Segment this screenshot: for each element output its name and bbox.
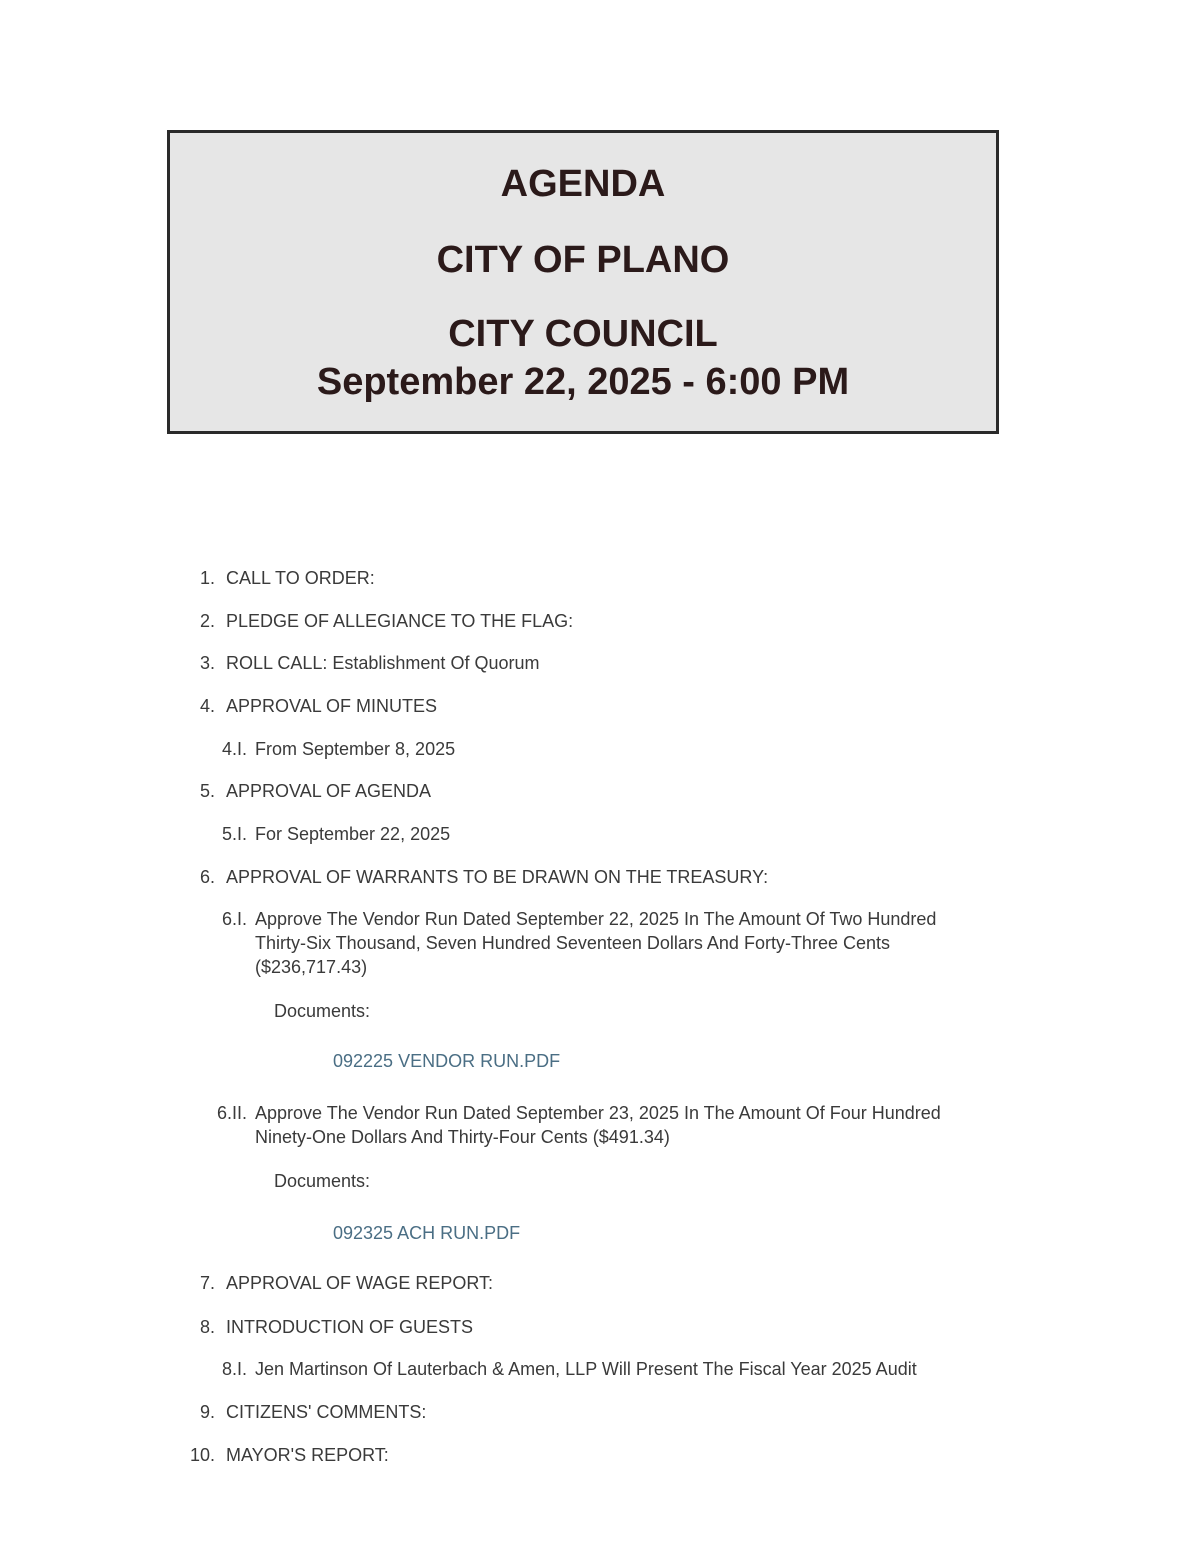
item-text: Approve The Vendor Run Dated September 22, 2025 In The Amount Of Two Hundred Thirty-Six Thousand, Seven Hundred Seventeen Dollars And Forty-Three Cents ($236,717.43) (255, 909, 937, 977)
item-number: 5.I. (221, 824, 247, 844)
item-text: APPROVAL OF MINUTES (226, 696, 438, 716)
item-text: CALL TO ORDER: (226, 568, 375, 588)
agenda-header-box (167, 130, 999, 434)
item-text: Approve The Vendor Run Dated September 23, 2025 In The Amount Of Four Hundred Ninety-One Dollars And Thirty-Four Cents ($491.34) (255, 1103, 941, 1147)
item-text: Jen Martinson Of Lauterbach & Amen, LLP Will Present The Fiscal Year 2025 Audit (255, 1359, 917, 1379)
item-text: APPROVAL OF WAGE REPORT: (226, 1273, 494, 1293)
item-number: 10. (189, 1445, 215, 1465)
item-number: 9. (199, 1402, 215, 1422)
item-number: 2. (199, 611, 215, 631)
council-name: CITY COUNCIL (448, 313, 718, 355)
documents-label: Documents: (274, 1001, 371, 1021)
item-number: 8. (199, 1317, 215, 1337)
meeting-date: September 22, 2025 - 6:00 PM (316, 361, 850, 403)
item-text: APPROVAL OF WARRANTS TO BE DRAWN ON THE TREASURY: (226, 867, 769, 887)
documents-label: Documents: (274, 1171, 371, 1191)
item-text: For September 22, 2025 (255, 824, 451, 844)
item-text: MAYOR'S REPORT: (226, 1445, 389, 1465)
item-number: 6. (199, 867, 215, 887)
document-link-vendor-run[interactable]: 092225 VENDOR RUN.PDF (333, 1051, 561, 1071)
item-text: CITIZENS' COMMENTS: (226, 1402, 427, 1422)
item-number: 7. (199, 1273, 215, 1293)
item-number: 4.I. (221, 739, 247, 759)
item-number: 1. (199, 568, 215, 588)
item-number: 8.I. (221, 1359, 247, 1379)
item-number: 6.I. (221, 909, 247, 929)
item-number: 3. (199, 653, 215, 673)
document-link-ach-run[interactable]: 092325 ACH RUN.PDF (333, 1223, 521, 1243)
item-text: INTRODUCTION OF GUESTS (226, 1317, 473, 1337)
item-number: 5. (199, 781, 215, 801)
item-text: PLEDGE OF ALLEGIANCE TO THE FLAG: (226, 611, 574, 631)
item-text: ROLL CALL: Establishment Of Quorum (226, 653, 540, 673)
item-text: APPROVAL OF AGENDA (226, 781, 432, 801)
item-number: 4. (199, 696, 215, 716)
agenda-title: AGENDA (500, 163, 666, 205)
item-text: From September 8, 2025 (255, 739, 456, 759)
city-name: CITY OF PLANO (436, 239, 730, 281)
item-number: 6.II. (216, 1103, 247, 1123)
